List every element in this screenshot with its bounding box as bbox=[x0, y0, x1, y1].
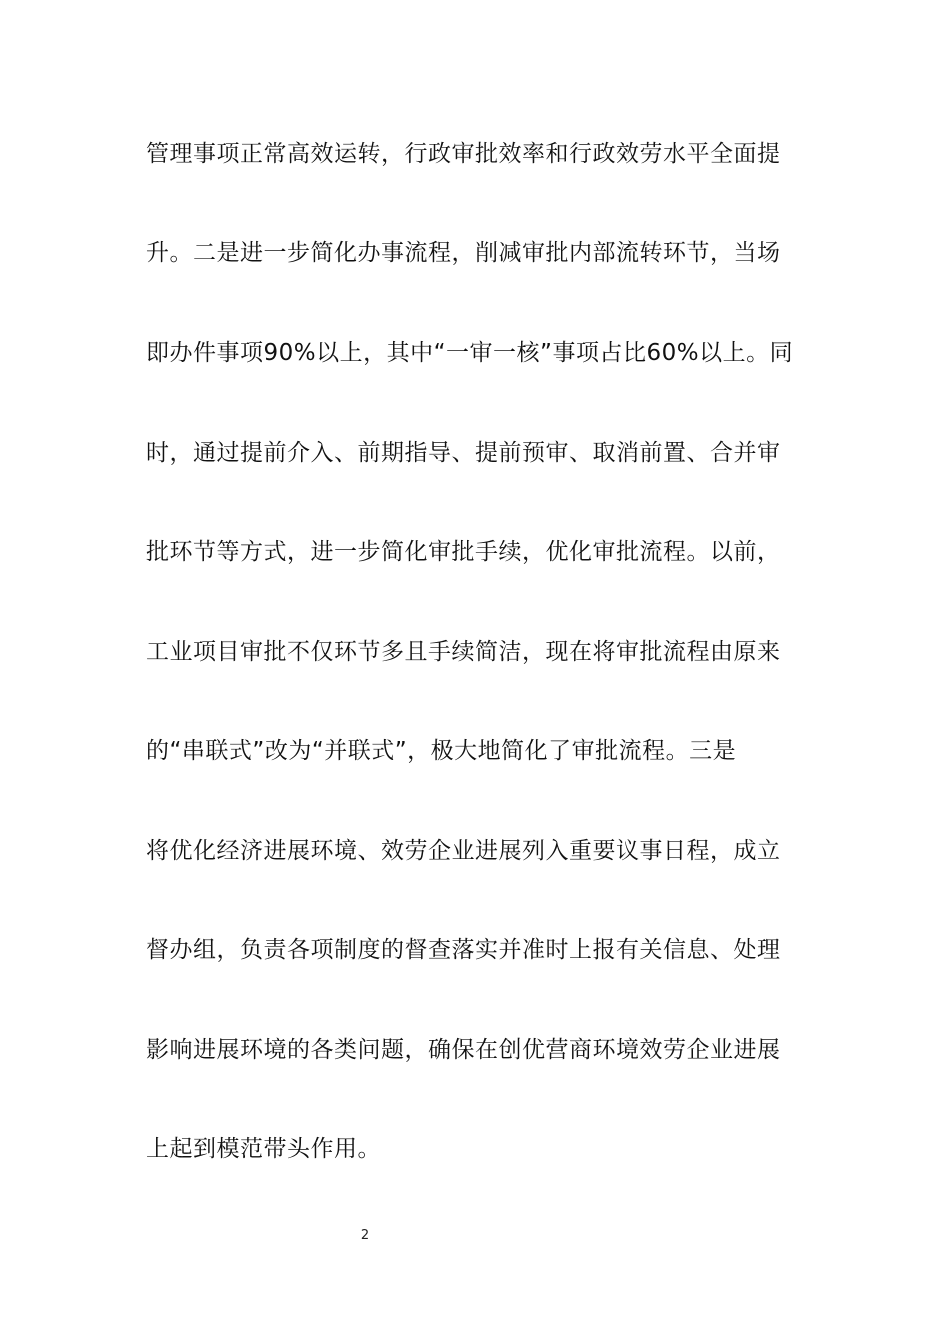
body-text-line-8: 将优化经济进展环境、效劳企业进展列入重要议事日程，成立 bbox=[146, 838, 781, 864]
body-text-line-1: 管理事项正常高效运转，行政审批效率和行政效劳水平全面提 bbox=[146, 141, 781, 167]
body-text-line-3: 即办件事项90%以上，其中“一审一核”事项占比60%以上。同 bbox=[146, 340, 794, 366]
body-text-line-6: 工业项目审批不仅环节多且手续简洁，现在将审批流程由原来 bbox=[146, 639, 781, 665]
body-text-line-9: 督办组，负责各项制度的督查落实并准时上报有关信息、处理 bbox=[146, 937, 781, 963]
body-text-line-5: 批环节等方式，进一步简化审批手续，优化审批流程。以前， bbox=[146, 539, 781, 565]
body-text-line-11: 上起到模范带头作用。 bbox=[146, 1136, 381, 1162]
page-number: 2 bbox=[360, 1228, 370, 1243]
body-text-line-7: 的“串联式”改为“并联式”，极大地简化了审批流程。三是 bbox=[146, 738, 737, 764]
body-text-line-10: 影响进展环境的各类问题，确保在创优营商环境效劳企业进展 bbox=[146, 1037, 781, 1063]
body-text-line-4: 时，通过提前介入、前期指导、提前预审、取消前置、合并审 bbox=[146, 440, 781, 466]
body-text-line-2: 升。二是进一步简化办事流程，削减审批内部流转环节，当场 bbox=[146, 240, 781, 266]
